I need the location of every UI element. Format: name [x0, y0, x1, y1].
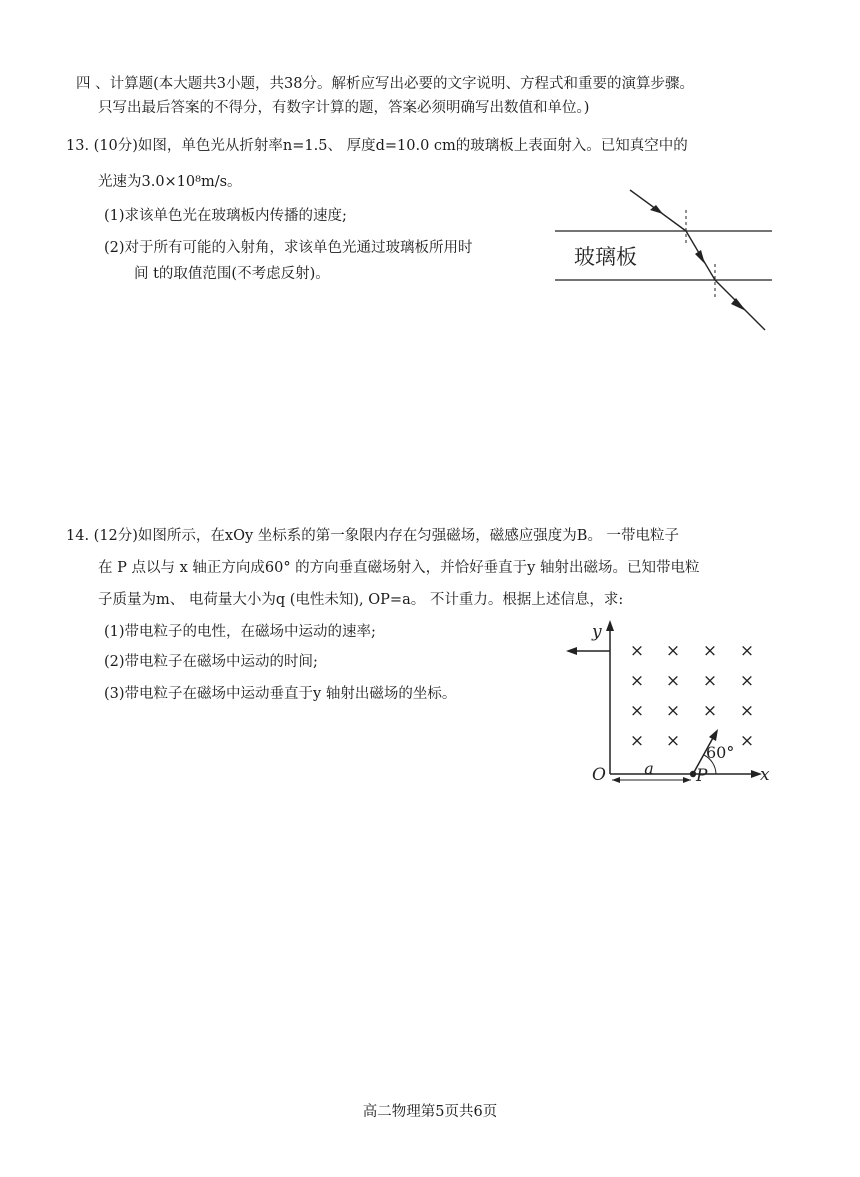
q14-stem-cont1: 在 P 点以与 x 轴正方向成60° 的方向垂直磁场射入，并恰好垂直于y 轴射出磁场。已知带电粒 [98, 560, 700, 576]
field-cross: × [629, 731, 645, 751]
field-cross: × [629, 671, 645, 691]
field-cross: × [665, 731, 681, 751]
glass-plate-label: 玻璃板 [574, 245, 637, 269]
field-cross: × [739, 671, 755, 691]
angle-label: 60° [706, 743, 735, 762]
q14-stem: 14. (12分)如图所示，在xOy 坐标系的第一象限内存在匀强磁场，磁感应强度为B。 一带电粒子 [66, 528, 680, 544]
q13-sub1: (1)求该单色光在玻璃板内传播的速度; [104, 208, 347, 224]
refracted-arrow-icon [695, 250, 705, 264]
section-instructions: 只写出最后答案的不得分，有数字计算的题，答案必须明确写出数值和单位。) [98, 100, 590, 116]
distance-arrow-left-icon [612, 777, 620, 783]
q14-sub2: (2)带电粒子在磁场中运动的时间; [104, 654, 318, 670]
field-cross: × [739, 701, 755, 721]
exit-arrow-icon [566, 647, 577, 655]
field-cross: × [629, 641, 645, 661]
field-cross: × [702, 701, 718, 721]
q14-sub1: (1)带电粒子的电性，在磁场中运动的速率; [104, 624, 376, 640]
field-crosses [630, 641, 754, 751]
field-cross: × [665, 671, 681, 691]
distance-arrow-right-icon [683, 777, 691, 783]
field-cross: × [665, 641, 681, 661]
field-cross: × [739, 731, 755, 751]
glass-plate-figure [550, 184, 780, 336]
field-cross: × [739, 641, 755, 661]
field-cross: × [702, 671, 718, 691]
y-axis-label: y [592, 622, 602, 642]
field-cross: × [665, 701, 681, 721]
q14-stem-cont2: 子质量为m、 电荷量大小为q (电性未知), OP=a。 不计重力。根据上述信息，求: [98, 592, 624, 608]
y-axis-arrow-icon [606, 620, 614, 631]
q13-sub2: (2)对于所有可能的入射角，求该单色光通过玻璃板所用时 [104, 240, 473, 256]
field-cross: × [702, 641, 718, 661]
x-axis-label: x [760, 765, 770, 785]
section-heading: 四 、计算题(本大题共3小题，共38分。解析应写出必要的文字说明、方程式和重要的演算步骤。 [76, 76, 694, 92]
point-p-label: P [696, 766, 708, 786]
distance-label: a [644, 759, 654, 778]
q13-stem-cont: 光速为3.0×10⁸m/s。 [98, 174, 242, 190]
velocity-arrow-icon [709, 729, 718, 741]
q13-sub2-cont: 间 t的取值范围(不考虑反射)。 [134, 266, 330, 282]
magnetic-field-figure [556, 614, 786, 794]
q14-sub3: (3)带电粒子在磁场中运动垂直于y 轴射出磁场的坐标。 [104, 686, 457, 702]
q13-stem: 13. (10分)如图，单色光从折射率n=1.5、 厚度d=10.0 cm的玻璃板上表面射入。已知真空中的 [66, 138, 688, 154]
page-footer: 高二物理第5页共6页 [362, 1104, 498, 1120]
origin-label: O [592, 765, 606, 785]
emergent-arrow-icon [731, 298, 746, 311]
field-cross: × [629, 701, 645, 721]
